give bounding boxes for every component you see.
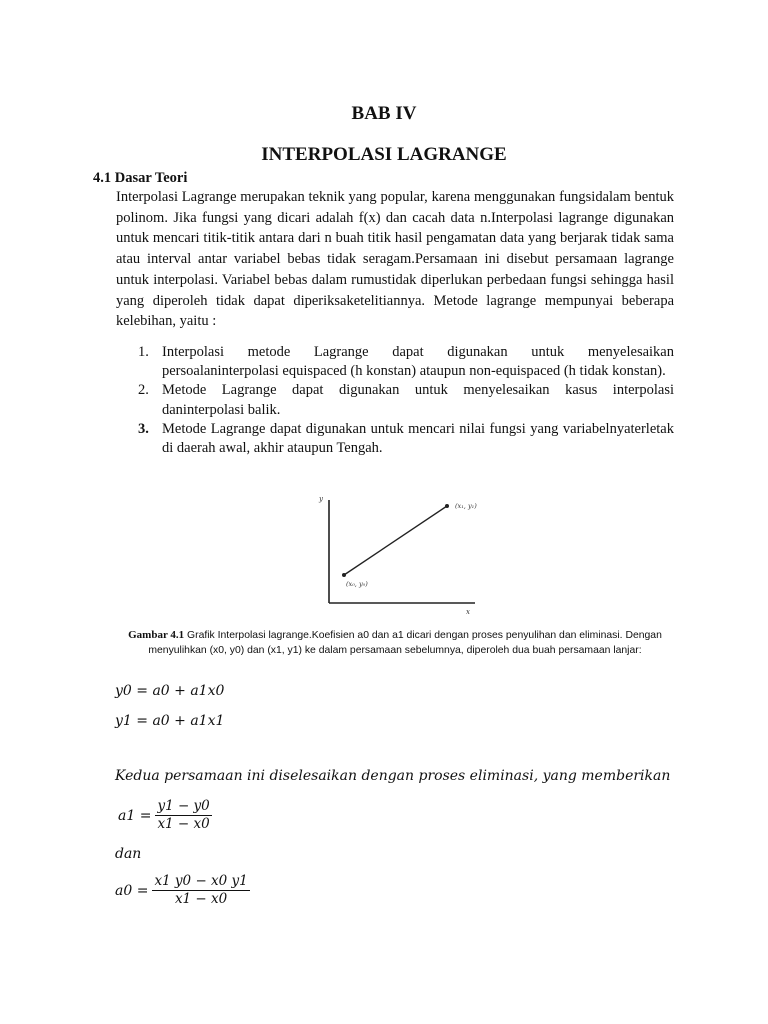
a0-formula: [115, 873, 250, 908]
x-axis-label: x: [466, 608, 470, 615]
caption-text: Grafik Interpolasi lagrange.Koefisien a0 dan a1 dicari dengan proses penyulihan dan eliminasi. Dengan menyulihkan (x0, y0) dan (x1, y1) ke dalam persamaan sebelumnya, diperoleh dua buah persamaan lanjar:: [148, 630, 662, 656]
section-heading: 4.1 Dasar Teori: [93, 170, 188, 186]
elimination-statement: Kedua persamaan ini diselesaikan dengan proses eliminasi, yang memberikan: [115, 768, 671, 784]
a1-fraction: [155, 798, 211, 833]
end-point: [445, 504, 449, 508]
list-item-text: Metode Lagrange dapat digunakan untuk mencari nilai fungsi yang variabelnyaterletak di daerah awal, akhir ataupun Tengah.: [162, 420, 674, 457]
end-point-label: (x₁, y₁): [455, 502, 477, 510]
a1-numerator: y1 − y0: [157, 798, 210, 814]
figure-caption: [110, 628, 680, 658]
a1-lhs: a1 =: [118, 807, 152, 824]
list-number: 2.: [138, 382, 149, 399]
list-item-text: Metode Lagrange dapat digunakan untuk menyelesaikan kasus interpolasi daninterpolasi balik.: [162, 382, 674, 418]
interpolation-graph: [310, 490, 490, 615]
equation-2: y1 = a0 + a1x1: [115, 713, 225, 729]
advantages-list: [116, 343, 674, 458]
chapter-title: BAB IV: [351, 103, 417, 124]
dan-text: dan: [115, 846, 142, 862]
list-number: 1.: [138, 344, 149, 360]
list-number: 3.: [138, 420, 149, 437]
caption-label: Gambar 4.1: [128, 629, 185, 641]
start-point-label: (x₀, y₀): [346, 580, 368, 588]
a0-numerator: x1 y0 − x0 y1: [154, 873, 248, 889]
a0-denominator: x1 − x0: [174, 891, 228, 907]
interpolation-line: [344, 506, 447, 575]
list-item: [116, 343, 674, 381]
list-item-text: Interpolasi metode Lagrange dapat digunakan untuk menyelesaikan persoalaninterpolasi equispaced (h konstan) ataupun non-equispaced (h tidak konstan).: [162, 344, 674, 380]
start-point: [342, 573, 346, 577]
a1-formula: [118, 798, 212, 833]
a1-denominator: x1 − x0: [157, 816, 210, 832]
y-axis-label: y: [319, 495, 323, 503]
equation-1: y0 = a0 + a1x0: [115, 683, 225, 699]
chapter-subtitle: INTERPOLASI LAGRANGE: [261, 144, 507, 165]
a0-lhs: a0 =: [115, 882, 149, 899]
intro-paragraph: Interpolasi Lagrange merupakan teknik yang popular, karena menggunakan fungsidalam bentuk polinom. Jika fungsi yang dicari adalah f(x) dan cacah data n.Interpolasi lagrange digunakan untuk mencari titik-titik antara dari n buah titik hasil pengamatan data yang berjarak tidak sama atau interval antar variabel bebas tidak seragam.Persamaan ini disebut persamaan lagrange untuk interpolasi. Variabel bebas dalam rumustidak diperlukan perbedaan fungsi sehingga hasil yang diperoleh tidak dapat diperiksaketelitiannya. Metode lagrange mempunyai beberapa kelebihan, yaitu :: [116, 189, 674, 330]
list-item: [116, 381, 674, 419]
list-item: [116, 420, 674, 458]
a0-fraction: [152, 873, 249, 908]
